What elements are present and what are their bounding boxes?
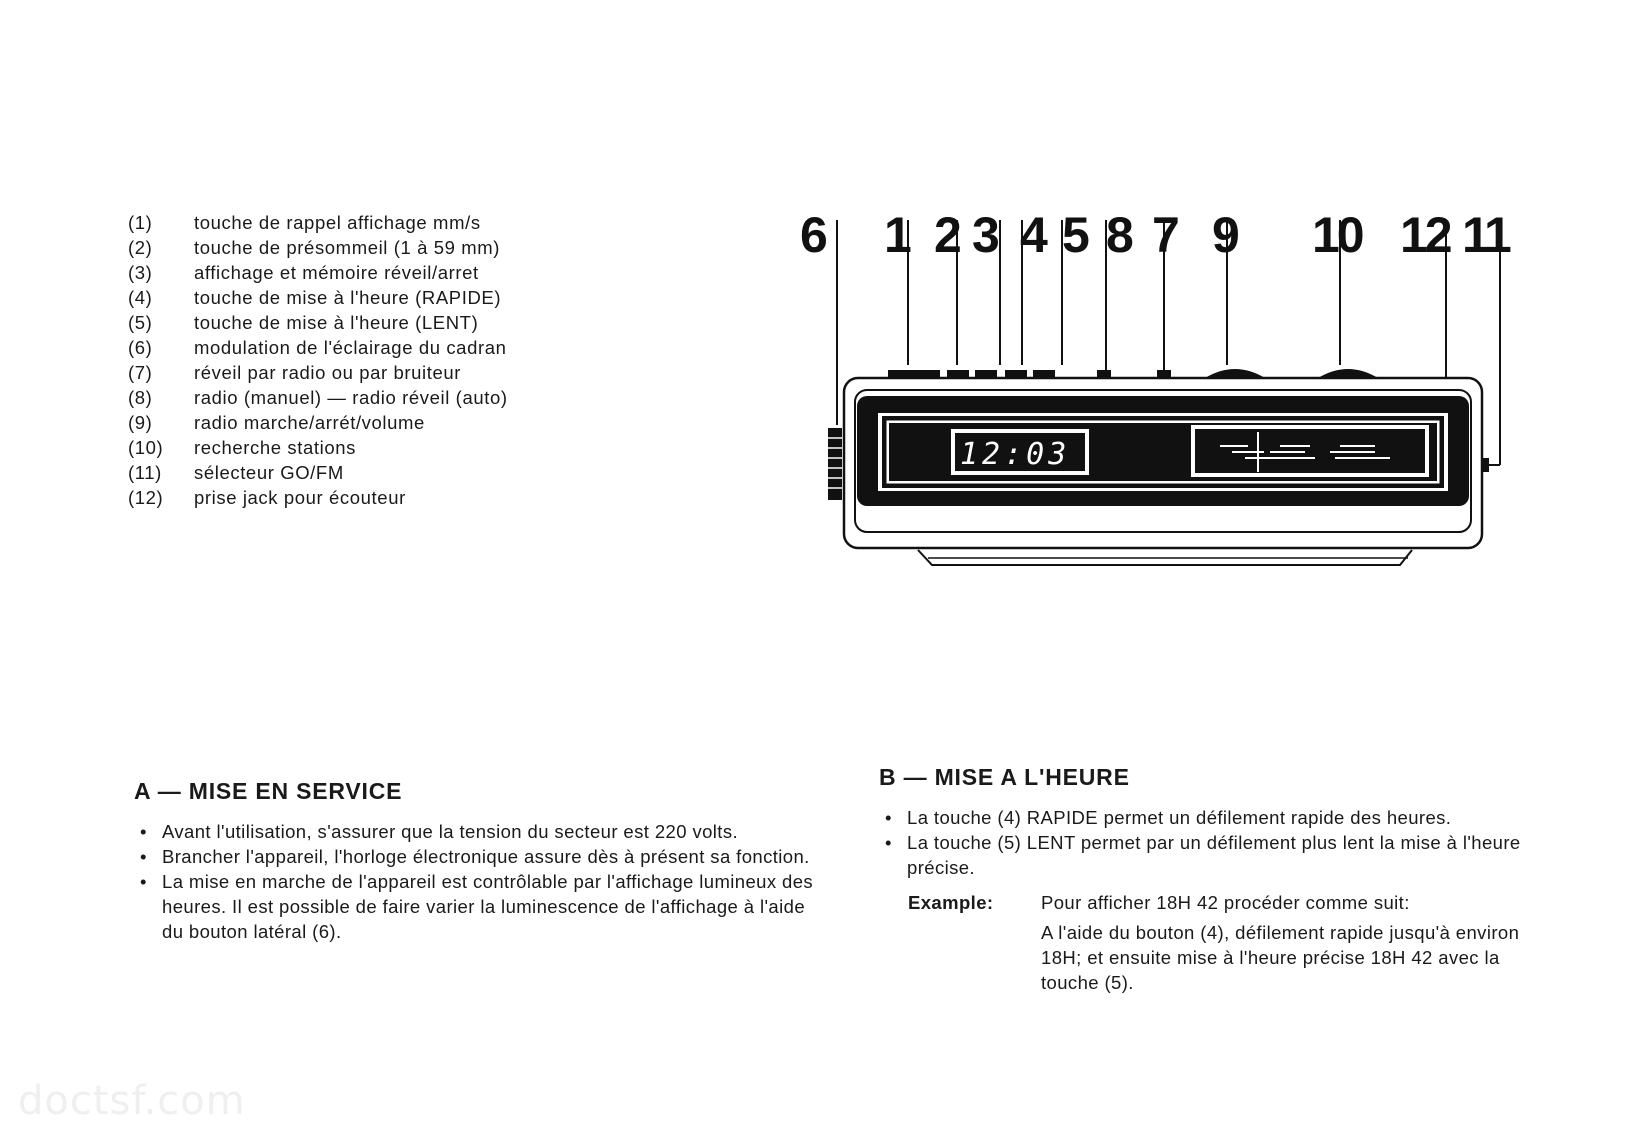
bullet-item (134, 869, 814, 944)
bullet-item (879, 830, 1539, 880)
legend-text: touche de rappel affichage mm/s (194, 212, 481, 233)
legend-text: touche de présommeil (1 à 59 mm) (194, 237, 501, 258)
bullet-dot: • (140, 846, 147, 867)
callout-number: 11 (1462, 210, 1509, 263)
callout-number: 8 (1106, 210, 1131, 263)
example-block (879, 890, 1539, 995)
bullet-text: La touche (5) LENT permet par un défilement plus lent la mise à l'heure précise. (907, 832, 1521, 878)
legend-text: touche de mise à l'heure (RAPIDE) (194, 287, 502, 308)
legend-text: radio (manuel) — radio réveil (auto) (194, 387, 508, 408)
legend-text: touche de mise à l'heure (LENT) (194, 312, 479, 333)
legend-text: prise jack pour écouteur (194, 487, 406, 508)
bullet-text: Brancher l'appareil, l'horloge électronique assure dès à présent sa fonction. (162, 846, 810, 867)
legend-text: radio marche/arrét/volume (194, 412, 425, 433)
callout-number: 1 (884, 210, 909, 263)
legend-text: réveil par radio ou par bruiteur (194, 362, 462, 383)
example-line: A l'aide du bouton (4), défilement rapide jusqu'à environ 18H; et ensuite mise à l'heure précise 18H 42 avec la touche (5). (1041, 922, 1520, 993)
bullet-dot: • (140, 821, 147, 842)
legend-text: sélecteur GO/FM (194, 462, 344, 483)
section-mise-a-l-heure (879, 764, 1539, 1000)
section-mise-en-service (134, 778, 814, 944)
example-line: Pour afficher 18H 42 procéder comme suit: (1041, 892, 1410, 913)
callout-number: 7 (1152, 210, 1177, 263)
callout-number: 3 (972, 210, 997, 263)
bullet-dot: • (885, 807, 892, 828)
legend-number: (7) (128, 362, 153, 383)
example-label: Example: (908, 892, 994, 913)
legend-number: (3) (128, 262, 153, 283)
legend-number: (2) (128, 237, 153, 258)
callout-number: 9 (1212, 210, 1237, 263)
clock-display-time: 12:03 (960, 437, 1071, 472)
legend-number: (11) (128, 462, 162, 483)
legend-number: (5) (128, 312, 153, 333)
bullet-dot: • (885, 832, 892, 853)
example-body (1041, 890, 1539, 995)
clock-radio-illustration (800, 210, 1560, 610)
watermark: doctsf.com (18, 1078, 246, 1124)
section-a-bullets (134, 819, 814, 944)
callout-number: 12 (1400, 210, 1450, 263)
bullet-text: La touche (4) RAPIDE permet un défilement rapide des heures. (907, 807, 1452, 828)
legend-text: modulation de l'éclairage du cadran (194, 337, 507, 358)
callout-number: 4 (1020, 210, 1045, 263)
section-b-title: B — MISE A L'HEURE (879, 764, 1130, 790)
bullet-text: La mise en marche de l'appareil est contrôlable par l'affichage lumineux des heures. Il est possible de faire varier la luminescence de l'affichage à l'aide du bouton latéral (6). (162, 871, 814, 942)
callout-number: 6 (800, 210, 825, 263)
legend-text: affichage et mémoire réveil/arret (194, 262, 479, 283)
callout-number: 10 (1312, 210, 1362, 263)
bullet-text: Avant l'utilisation, s'assurer que la tension du secteur est 220 volts. (162, 821, 739, 842)
bullet-item (879, 805, 1539, 830)
section-b-bullets (879, 805, 1539, 880)
legend-number: (4) (128, 287, 153, 308)
legend-number: (1) (128, 212, 153, 233)
clock-radio-diagram (800, 210, 1560, 610)
legend-text: recherche stations (194, 437, 356, 458)
bullet-dot: • (140, 871, 147, 892)
callout-number: 5 (1062, 210, 1087, 263)
bullet-item (134, 819, 814, 844)
legend-number: (6) (128, 337, 153, 358)
legend-number: (10) (128, 437, 164, 458)
legend-number: (12) (128, 487, 164, 508)
bullet-item (134, 844, 814, 869)
legend-number: (8) (128, 387, 153, 408)
section-a-title: A — MISE EN SERVICE (134, 778, 403, 804)
callout-number: 2 (934, 210, 959, 263)
legend-number: (9) (128, 412, 153, 433)
